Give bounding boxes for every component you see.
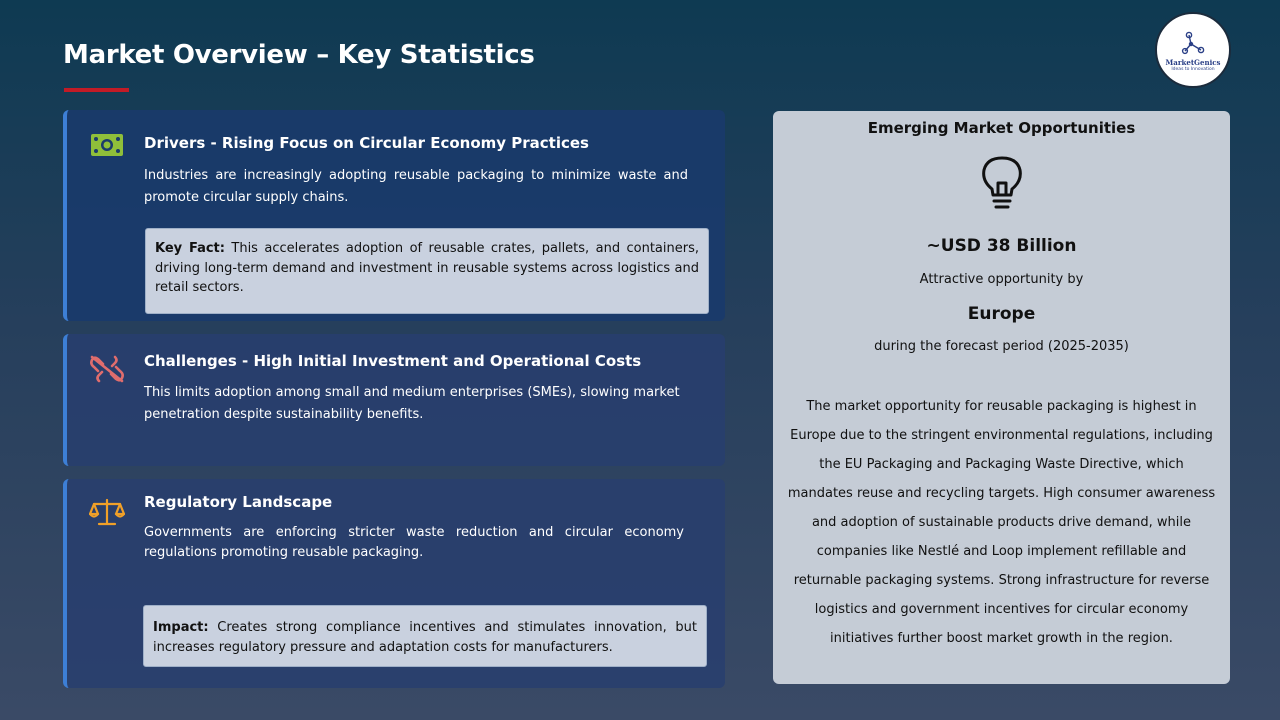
key-fact-label: Key Fact: [155,241,225,256]
opportunity-subtitle: Attractive opportunity by [919,272,1084,287]
challenges-title: Challenges - High Initial Investment and Operational Costs [144,352,642,370]
opportunities-panel [773,111,1230,684]
key-fact-box [145,228,709,314]
balance-scale-icon [89,497,125,527]
drivers-card [63,110,725,321]
impact-text: Creates strong compliance incentives and stimulates innovation, but increases regulatory pressure and adaptation costs for manufacturers. [153,620,697,655]
regulatory-title: Regulatory Landscape [144,493,333,511]
regulatory-text: Governments are enforcing stricter waste reduction and circular economy regulations promoting reusable packaging. [144,525,684,560]
key-fact-text: This accelerates adoption of reusable crates, pallets, and containers, driving long-term demand and investment in reusable systems across logistics and retail sectors. [155,241,699,295]
logo-name: MarketGenics [1165,58,1221,67]
market-value: ~USD 38 Billion [926,236,1077,256]
company-logo [1155,12,1231,88]
opportunities-title: Emerging Market Opportunities [867,119,1136,137]
drivers-text: Industries are increasingly adopting reusable packaging to minimize waste and promote circular supply chains. [144,168,688,205]
network-nodes-icon [1180,30,1206,56]
region-name: Europe [967,304,1036,324]
impact-box [143,605,707,667]
opportunity-description: The market opportunity for reusable packaging is highest in Europe due to the stringent environmental regulations, including the EU Packaging and Packaging Waste Directive, which mandates reuse and recycling targets. High consumer awareness and adoption of sustainable products drive demand, while companies like Nestlé and Loop implement refillable and returnable packaging systems. Strong infrastructure for reverse logistics and government incentives for circular economy initiatives further boost market growth in the region. [787,399,1216,646]
challenges-text: This limits adoption among small and medium enterprises (SMEs), slowing market penetration despite sustainability benefits. [144,385,680,422]
lightbulb-icon [978,155,1026,211]
challenges-card [63,334,725,466]
money-bill-icon [89,130,125,160]
drivers-title: Drivers - Rising Focus on Circular Economy Practices [144,134,589,152]
impact-label: Impact: [153,620,209,635]
logo-tagline: Ideas to Innovation [1171,67,1215,72]
regulatory-card [63,479,725,688]
broken-link-icon [89,354,125,384]
page-title: Market Overview – Key Statistics [63,40,535,70]
title-underline [64,88,129,92]
forecast-period: during the forecast period (2025-2035) [874,339,1129,354]
